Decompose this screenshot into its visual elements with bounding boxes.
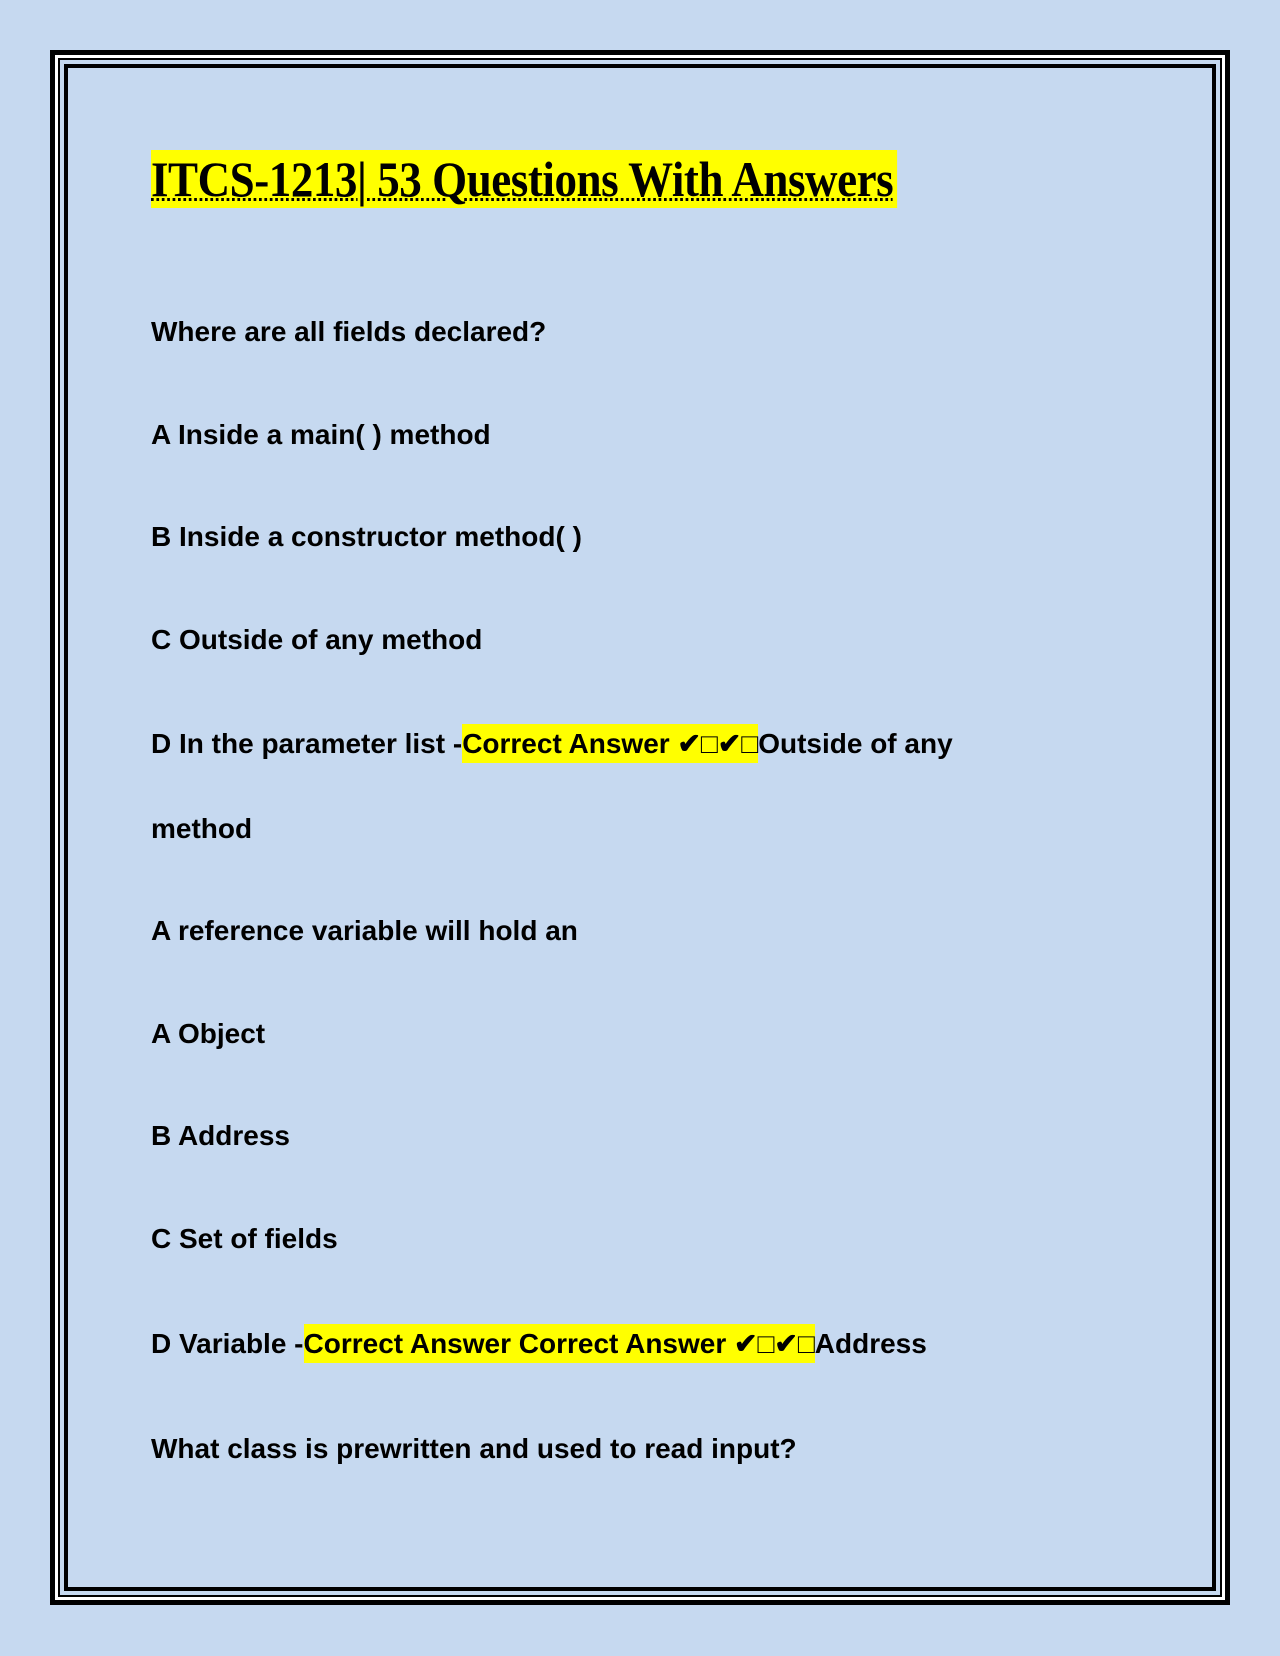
- answer-text: Outside of any: [758, 728, 953, 759]
- answer-text: Address: [814, 1328, 927, 1359]
- option-d-with-answer: [151, 726, 953, 762]
- question-3: What class is prewritten and used to read input?: [151, 1433, 797, 1464]
- correct-answer-label: Correct Answer Correct Answer ✔□✔□: [304, 1324, 815, 1363]
- option-a: A Object: [151, 1018, 266, 1049]
- answer-continuation: method: [151, 813, 253, 844]
- question-1: Where are all fields declared?: [151, 316, 547, 347]
- option-c: C Outside of any method: [151, 624, 483, 655]
- document-title: ITCS-1213| 53 Questions With Answers: [151, 150, 897, 208]
- correct-answer-label: Correct Answer ✔□✔□: [462, 724, 758, 763]
- option-b: B Inside a constructor method( ): [151, 521, 582, 552]
- option-c: C Set of fields: [151, 1223, 338, 1254]
- option-d: D In the parameter list -: [151, 728, 463, 759]
- option-d: D Variable -: [151, 1328, 304, 1359]
- option-a: A Inside a main( ) method: [151, 419, 491, 450]
- question-2: A reference variable will hold an: [151, 915, 578, 946]
- option-d-with-answer: [151, 1326, 927, 1362]
- option-b: B Address: [151, 1120, 291, 1151]
